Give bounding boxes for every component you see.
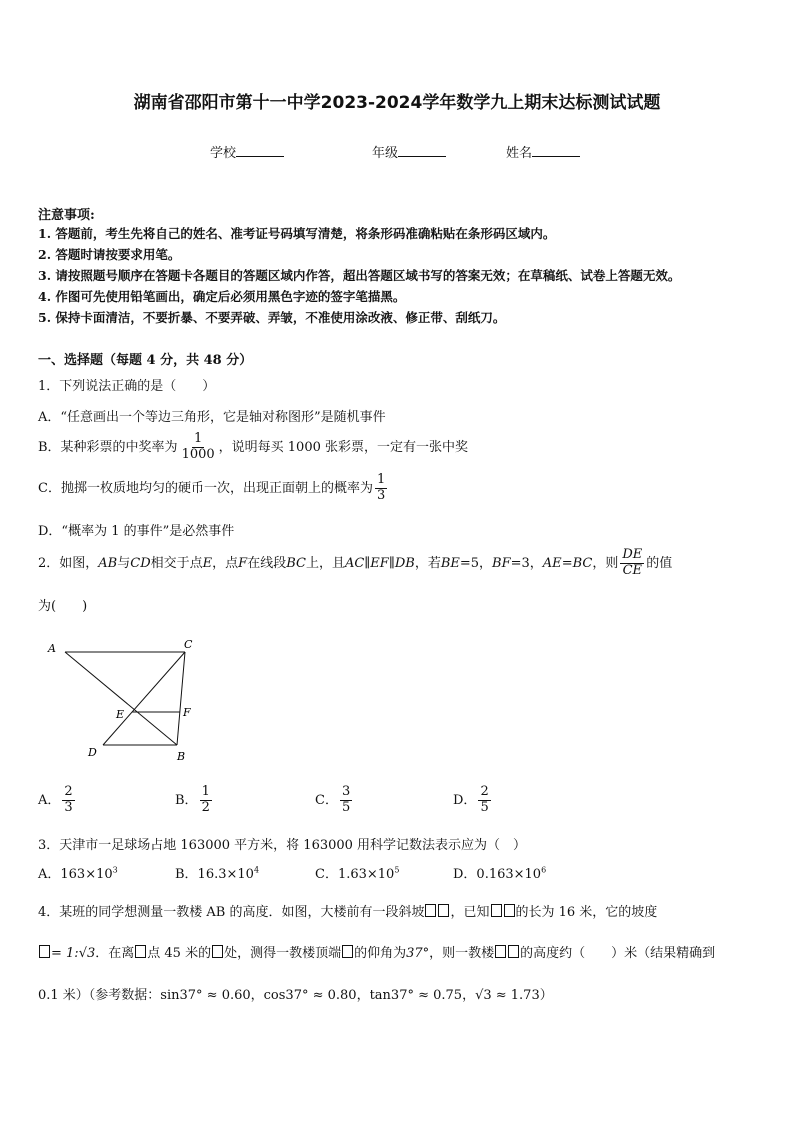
q2-figure xyxy=(40,632,210,767)
label-a: A xyxy=(48,642,56,655)
fraction: $\frac{DE}{CE}$ xyxy=(622,547,643,578)
q2-option-c: C． $\frac{3}{5}$ xyxy=(315,784,351,815)
q2-option-d: D． $\frac{2}{5}$ xyxy=(453,784,489,815)
q4-line3: 0.1 米）（参考数据：sin37° ≈ 0.60，cos37° ≈ 0.80，tan37° ≈ 0.75，√3 ≈ 1.73） xyxy=(38,988,553,1003)
school-blank[interactable] xyxy=(236,144,284,157)
q2-option-b: B． $\frac{1}{2}$ xyxy=(175,784,210,815)
q1-stem: 1．下列说法正确的是（ ） xyxy=(38,379,216,394)
grade-label: 年级 xyxy=(372,146,399,161)
section-heading: 一、选择题（每题 4 分，共 48 分） xyxy=(38,353,253,368)
q4-line1: 4．某班的同学想测量一教楼 AB 的高度．如图，大楼前有一段斜坡 ，已知 的长为 16 米，它的坡度 xyxy=(38,905,658,920)
segment-cd xyxy=(103,652,185,745)
fraction: $\frac{1}{1000}$ xyxy=(181,431,215,462)
label-b: B xyxy=(177,750,186,763)
grade-blank[interactable] xyxy=(398,144,446,157)
fraction: $\frac{1}{3}$ xyxy=(376,472,386,503)
q1-option-d: D．“概率为 1 的事件”是必然事件 xyxy=(38,524,235,539)
notes-heading: 注意事项: xyxy=(38,208,95,223)
note-item: 3. 请按照题号顺序在答题卡各题目的答题区域内作答，超出答题区域书写的答案无效；在草稿纸、试卷上答题无效。 xyxy=(38,268,681,283)
q2-stem: 2．如图，AB与CD相交于点E，点F在线段BC上，且AC∥EF∥DB，若BE=5，BF=3，AE=BC，则 $\frac{DE}{CE}$ 的值 xyxy=(38,547,673,578)
q2-option-a: A． $\frac{2}{3}$ xyxy=(38,784,73,815)
name-blank[interactable] xyxy=(532,144,580,157)
note-item: 4. 作图可先使用铅笔画出，确定后必须用黑色字迹的签字笔描黑。 xyxy=(38,289,406,304)
q4-line2: = 1:√3．在离 点 45 米的 处，测得一教楼顶端 的仰角为37°，则一教楼 的高度约（ ）米（结果精确到 xyxy=(38,942,715,961)
label-f: F xyxy=(183,706,191,719)
label-e: E xyxy=(116,708,125,721)
label-c: C xyxy=(184,638,193,651)
q3-option-d: D．$0.163\times 10^6$ xyxy=(453,865,547,882)
school-label: 学校 xyxy=(210,146,237,161)
name-label: 姓名 xyxy=(506,146,533,161)
q1-option-c: C．抛掷一枚质地均匀的硬币一次，出现正面朝上的概率为 $\frac{1}{3}$ xyxy=(38,472,386,503)
q1-option-a: A．“任意画出一个等边三角形，它是轴对称图形”是随机事件 xyxy=(38,410,386,425)
note-item: 1. 答题前，考生先将自己的姓名、准考证号码填写清楚，将条形码准确粘贴在条形码区域内。 xyxy=(38,226,556,241)
note-item: 2. 答题时请按要求用笔。 xyxy=(38,247,181,262)
q2-stem-line2: 为( ) xyxy=(38,599,88,614)
page-title: 湖南省邵阳市第十一中学2023-2024学年数学九上期末达标测试试题 xyxy=(133,93,661,113)
q3-option-b: B．$16.3\times 10^4$ xyxy=(175,865,260,882)
segment-ab xyxy=(65,652,177,745)
note-item: 5. 保持卡面清洁，不要折暴、不要弄破、弄皱，不准使用涂改液、修正带、刮纸刀。 xyxy=(38,310,506,325)
q3-option-a: A．$163\times 10^3$ xyxy=(38,865,118,882)
school-field[interactable] xyxy=(210,142,284,161)
q1-option-b: B．某种彩票的中奖率为 $\frac{1}{1000}$ ，说明每买 1000 张彩票，一定有一张中奖 xyxy=(38,431,469,462)
q3-option-c: C．$1.63\times 10^5$ xyxy=(315,865,400,882)
segment-cb xyxy=(177,652,185,745)
q3-stem: 3．天津市一足球场占地 163000 平方米，将 163000 用科学记数法表示应为（ ） xyxy=(38,838,527,853)
name-field[interactable] xyxy=(506,142,580,161)
grade-field[interactable] xyxy=(372,142,446,161)
label-d: D xyxy=(88,746,97,759)
